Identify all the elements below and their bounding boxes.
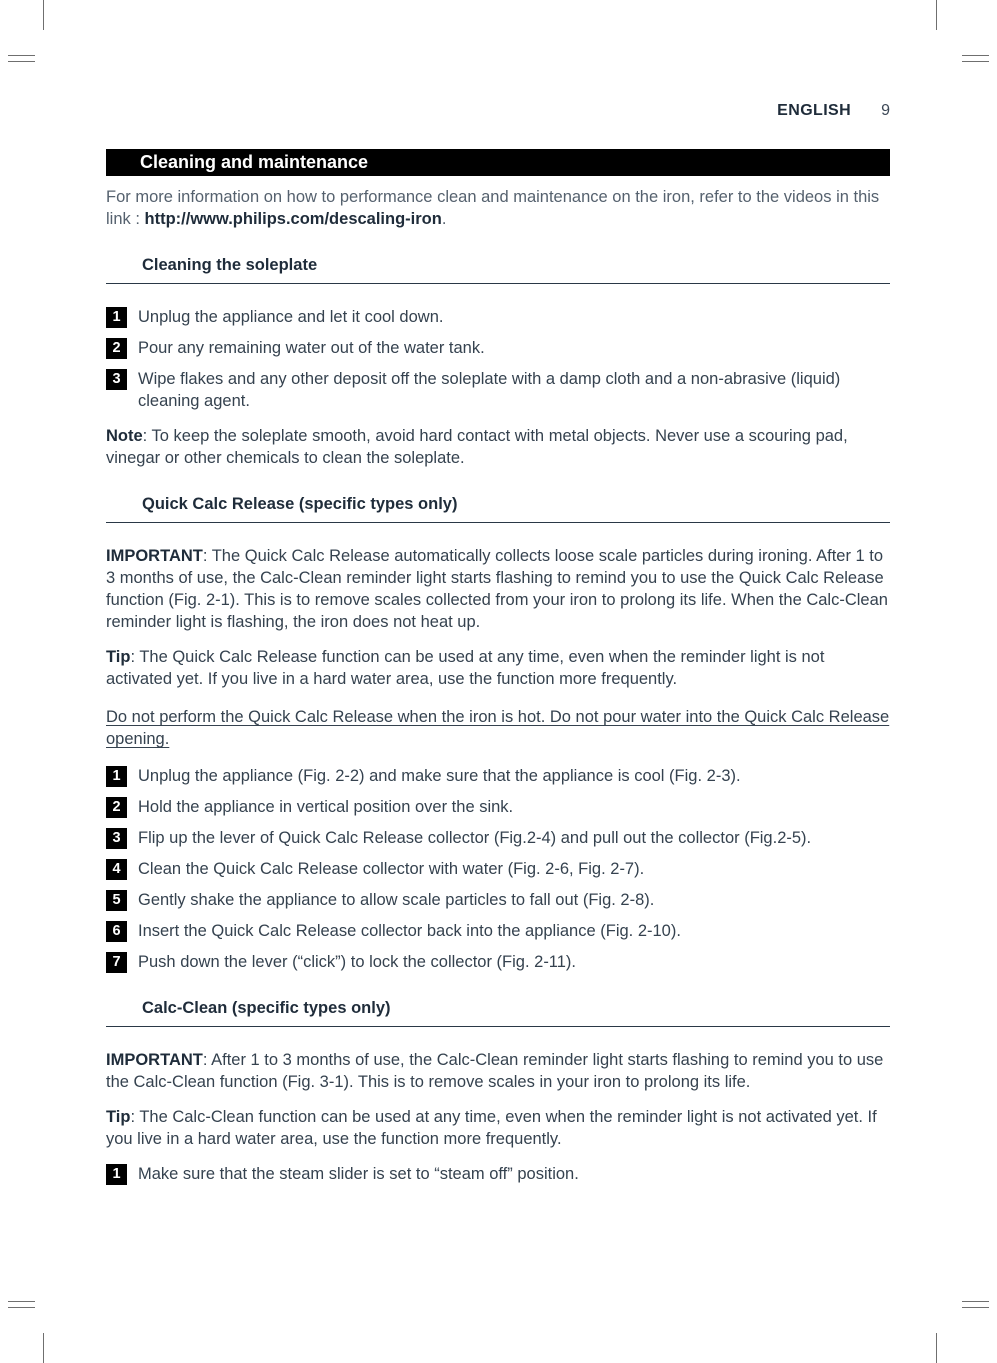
step-item [106, 1163, 890, 1185]
important-label: IMPORTANT [106, 547, 203, 565]
step-text: Unplug the appliance and let it cool down. [138, 308, 444, 326]
step-number-badge: 3 [106, 369, 127, 390]
note-paragraph [106, 425, 890, 469]
crop-mark [43, 1333, 44, 1363]
step-number-badge: 1 [106, 1164, 127, 1185]
important-paragraph [106, 1049, 890, 1093]
step-number-badge: 4 [106, 859, 127, 880]
step-text: Insert the Quick Calc Release collector back into the appliance (Fig. 2-10). [138, 922, 681, 940]
page-header [106, 100, 890, 122]
crop-mark [43, 0, 44, 30]
crop-mark [962, 55, 989, 56]
step-number-badge: 1 [106, 766, 127, 787]
tip-paragraph [106, 1106, 890, 1150]
important-text: : After 1 to 3 months of use, the Calc-Clean reminder light starts flashing to remind you to use the Calc-Clean function (Fig. 3-1). This is to remove scales in your iron to prolong its life. [106, 1051, 884, 1091]
crop-mark [8, 61, 35, 62]
important-label: IMPORTANT [106, 1051, 203, 1069]
step-item [106, 368, 890, 412]
manual-page-content [106, 100, 890, 1194]
step-text: Gently shake the appliance to allow scale particles to fall out (Fig. 2-8). [138, 891, 655, 909]
descaling-url-link[interactable]: http://www.philips.com/descaling-iron [144, 210, 442, 228]
intro-paragraph [106, 186, 890, 230]
step-number-badge: 3 [106, 828, 127, 849]
crop-mark [936, 1333, 937, 1363]
language-label: ENGLISH [777, 102, 852, 119]
tip-label: Tip [106, 648, 131, 666]
step-number-badge: 2 [106, 797, 127, 818]
intro-suffix: . [441, 210, 447, 228]
section-heading-calc-clean: Calc-Clean (specific types only) [106, 997, 890, 1027]
section-heading-cleaning-soleplate: Cleaning the soleplate [106, 254, 890, 284]
crop-mark [8, 1301, 35, 1302]
step-item [106, 337, 890, 359]
note-text: : To keep the soleplate smooth, avoid hard contact with metal objects. Never use a scouring pad, vinegar or other chemicals to clean the soleplate. [106, 427, 848, 467]
tip-text: : The Calc-Clean function can be used at any time, even when the reminder light is not activated yet. If you live in a hard water area, use the function more frequently. [106, 1108, 877, 1148]
section-heading-quick-calc-release: Quick Calc Release (specific types only) [106, 493, 890, 523]
crop-mark [8, 1307, 35, 1308]
step-text: Wipe flakes and any other deposit off the soleplate with a damp cloth and a non-abrasive (liquid) cleaning agent. [138, 370, 841, 410]
step-item [106, 796, 890, 818]
intro-text: For more information on how to performance clean and maintenance on the iron, refer to the videos in this link : [106, 188, 880, 228]
crop-mark [962, 1307, 989, 1308]
crop-mark [962, 61, 989, 62]
warning-text: Do not perform the Quick Calc Release when the iron is hot. Do not pour water into the Quick Calc Release opening. [106, 708, 890, 748]
important-text: : The Quick Calc Release automatically collects loose scale particles during ironing. After 1 to 3 months of use, the Calc-Clean reminder light starts flashing to remind you to use the Quick Calc Release function (Fig. 2-1). This is to remove scales collected from your iron to prolong its life. When the Calc-Clean reminder light is flashing, the iron does not heat up. [106, 547, 888, 631]
step-text: Push down the lever (“click”) to lock the collector (Fig. 2-11). [138, 953, 577, 971]
crop-mark [8, 55, 35, 56]
step-number-badge: 2 [106, 338, 127, 359]
chapter-title: Cleaning and maintenance [140, 152, 369, 172]
step-text: Make sure that the steam slider is set to “steam off” position. [138, 1165, 579, 1183]
step-text: Pour any remaining water out of the water tank. [138, 339, 485, 357]
step-number-badge: 6 [106, 921, 127, 942]
step-number-badge: 5 [106, 890, 127, 911]
page-number: 9 [881, 102, 890, 119]
crop-mark [962, 1301, 989, 1302]
step-item [106, 889, 890, 911]
note-label: Note [106, 427, 143, 445]
important-paragraph [106, 545, 890, 633]
step-item [106, 765, 890, 787]
step-number-badge: 7 [106, 952, 127, 973]
chapter-title-bar [106, 149, 890, 176]
step-text: Clean the Quick Calc Release collector with water (Fig. 2-6, Fig. 2-7). [138, 860, 645, 878]
crop-mark [936, 0, 937, 30]
step-text: Flip up the lever of Quick Calc Release collector (Fig.2-4) and pull out the collector (Fig.2-5). [138, 829, 812, 847]
tip-label: Tip [106, 1108, 131, 1126]
step-text: Unplug the appliance (Fig. 2-2) and make sure that the appliance is cool (Fig. 2-3). [138, 767, 741, 785]
step-item [106, 827, 890, 849]
tip-text: : The Quick Calc Release function can be used at any time, even when the reminder light is not activated yet. If you live in a hard water area, use the function more frequently. [106, 648, 825, 688]
step-number-badge: 1 [106, 307, 127, 328]
step-text: Hold the appliance in vertical position over the sink. [138, 798, 514, 816]
step-item [106, 951, 890, 973]
step-item [106, 858, 890, 880]
tip-paragraph [106, 646, 890, 690]
step-item [106, 306, 890, 328]
step-item [106, 920, 890, 942]
